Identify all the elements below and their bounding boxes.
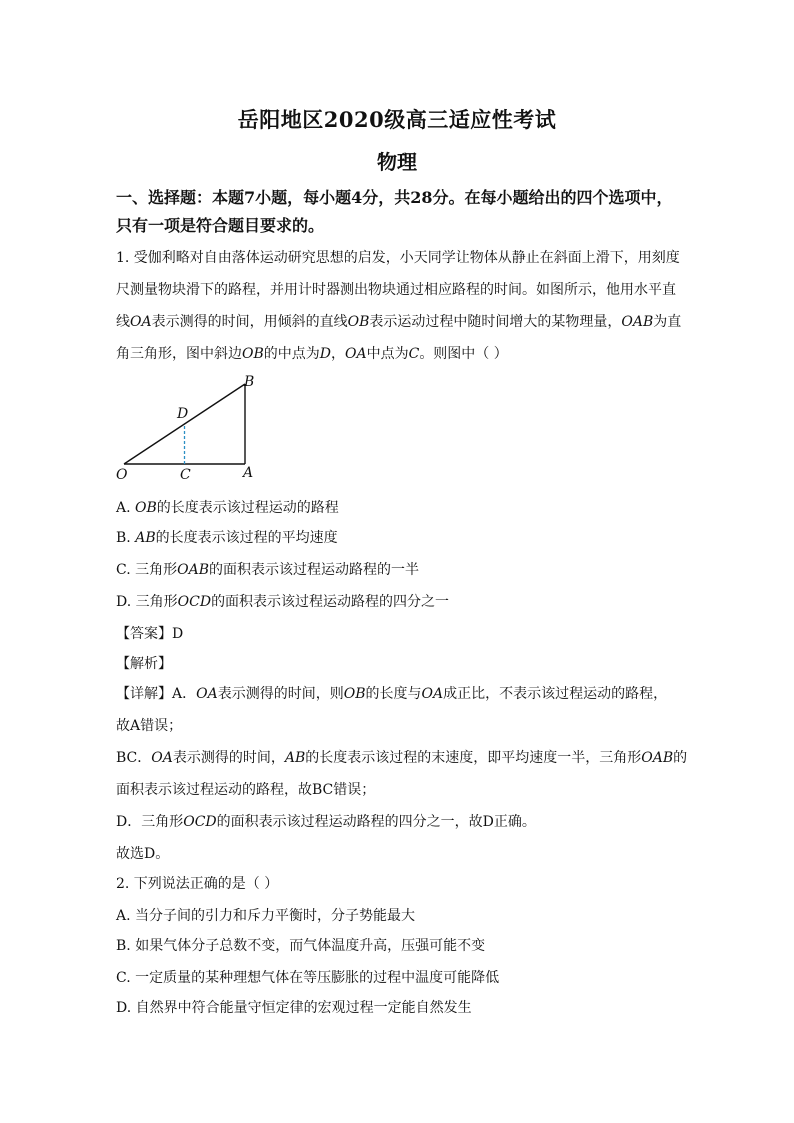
text: 的长度与 xyxy=(365,686,422,702)
q1-detail-line4: 面积表示该过程运动的路程，故BC错误； xyxy=(116,782,376,798)
section-heading-line2: 只有一项是符合题目要求的。 xyxy=(116,216,325,235)
text: D．三角形 xyxy=(116,814,184,830)
text: 的面积表示该过程运动路程的四分之一 xyxy=(211,594,450,610)
text: 的长度表示该过程的末速度，即平均速度一半，三角形 xyxy=(305,750,642,766)
var-ocd: OCD xyxy=(183,814,217,830)
page-title: 岳阳地区2020级高三适应性考试 xyxy=(237,107,557,132)
text: 的面积表示该过程运动路程的一半 xyxy=(209,562,420,578)
label-d: D xyxy=(177,406,189,422)
var-oab: OAB xyxy=(621,314,654,330)
var-ob: OB xyxy=(347,314,370,330)
var-c: C xyxy=(408,346,420,362)
q1-option-c xyxy=(116,560,419,580)
q1-detail-line1 xyxy=(116,684,667,704)
q1-answer: 【答案】D xyxy=(116,626,184,642)
q1-stem-line1: 1. 受伽利略对自由落体运动研究思想的启发，小天同学让物体从静止在斜面上滑下，用刻度 xyxy=(116,250,680,266)
text: D. 三角形 xyxy=(116,594,178,610)
var-ob: OB xyxy=(343,686,366,702)
triangle-figure xyxy=(110,372,270,482)
var-oab: OAB xyxy=(177,562,210,578)
var-oa: OA xyxy=(196,686,218,702)
text: 表示测得的时间，则 xyxy=(217,686,344,702)
var-d: D xyxy=(319,346,331,362)
text: A. xyxy=(116,500,136,516)
section-heading-line1: 一、选择题：本题7小题，每小题4分，共28分。在每小题给出的四个选项中， xyxy=(116,188,673,207)
var-ab: AB xyxy=(135,530,156,546)
subject-heading: 物理 xyxy=(377,150,417,174)
text: 。则图中（ ） xyxy=(419,346,508,362)
var-oa: OA xyxy=(151,750,173,766)
var-ob: OB xyxy=(242,346,264,362)
label-o: O xyxy=(116,467,128,482)
text: 为直 xyxy=(653,314,682,330)
q1-detail-line3 xyxy=(116,748,687,768)
q2-option-b: B. 如果气体分子总数不变，而气体温度升高，压强可能不变 xyxy=(116,938,486,954)
text: 的长度表示该过程的平均速度 xyxy=(155,530,338,546)
text: BC． xyxy=(116,750,152,766)
text: 成正比，不表示该过程运动的路程， xyxy=(443,686,668,702)
var-ab: AB xyxy=(284,750,306,766)
var-oa: OA xyxy=(130,314,152,330)
text: 角三角形，图中斜边 xyxy=(116,346,242,362)
label-a: A xyxy=(243,465,254,481)
label-c: C xyxy=(180,467,191,482)
text: C. 三角形 xyxy=(116,562,178,578)
label-b: B xyxy=(244,374,255,390)
text: 的 xyxy=(673,750,688,766)
var-ob: OB xyxy=(135,500,157,516)
text: 的面积表示该过程运动路程的四分之一，故D正确。 xyxy=(216,814,536,830)
text: 中点为 xyxy=(366,346,409,362)
text: ， xyxy=(331,346,345,362)
q2-stem: 2. 下列说法正确的是（ ） xyxy=(116,876,279,892)
var-ocd: OCD xyxy=(177,594,212,610)
var-oab: OAB xyxy=(641,750,674,766)
text: 表示运动过程中随时间增大的某物理量， xyxy=(369,314,622,330)
q1-stem-line2: 尺测量物块滑下的路程，并用计时器测出物块通过相应路程的时间。如图所示，他用水平直 xyxy=(116,282,676,298)
q1-option-b xyxy=(116,528,338,548)
text: B. xyxy=(116,530,136,546)
q1-conclusion: 故选D。 xyxy=(116,846,170,862)
q1-option-a xyxy=(116,498,339,518)
var-oa: OA xyxy=(421,686,444,702)
q1-analysis-heading: 【解析】 xyxy=(116,656,172,672)
q1-stem-line3 xyxy=(116,312,681,332)
text: 表示测得的时间， xyxy=(172,750,285,766)
text: 的中点为 xyxy=(263,346,320,362)
text: 表示测得的时间，用倾斜的直线 xyxy=(151,314,348,330)
text: 线 xyxy=(116,314,130,330)
q1-stem-line4 xyxy=(116,344,508,364)
q1-detail-line5 xyxy=(116,812,536,832)
q1-option-d xyxy=(116,592,449,612)
text: 【详解】A． xyxy=(116,686,197,702)
q2-option-c: C. 一定质量的某种理想气体在等压膨胀的过程中温度可能降低 xyxy=(116,970,500,986)
q2-option-d: D. 自然界中符合能量守恒定律的宏观过程一定能自然发生 xyxy=(116,1000,472,1016)
var-oa: OA xyxy=(345,346,367,362)
q1-detail-line2: 故A错误； xyxy=(116,718,183,734)
text: 的长度表示该过程运动的路程 xyxy=(156,500,339,516)
q2-option-a: A. 当分子间的引力和斥力平衡时，分子势能最大 xyxy=(116,908,416,924)
